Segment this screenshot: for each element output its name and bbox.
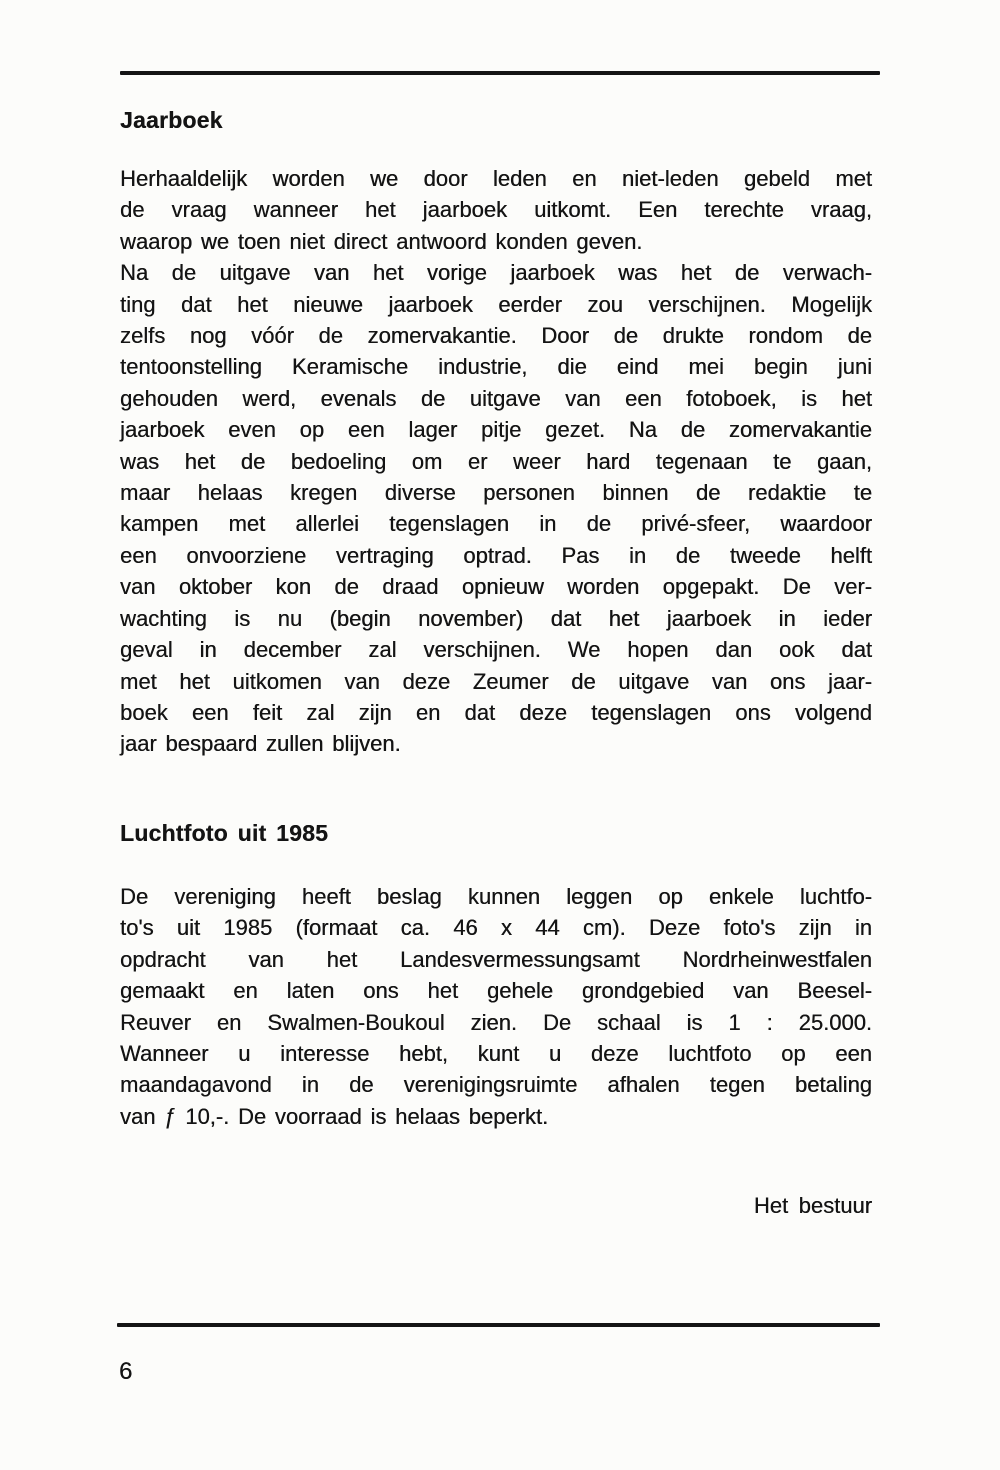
- text-line: wachting is nu (begin november) dat het jaarboek in ieder: [120, 605, 872, 631]
- section-heading-luchtfoto: Luchtfoto uit 1985: [120, 820, 329, 846]
- text-line: jaarboek even op een lager pitje gezet. Na de zomervakantie: [120, 417, 872, 443]
- text-line: zelfs nog vóór de zomervakantie. Door de drukte rondom de: [120, 323, 872, 349]
- text-line: opdracht van het Landesvermessungsamt Nordrheinwestfalen: [120, 946, 872, 972]
- text-line: De vereniging heeft beslag kunnen leggen op enkele luchtfo-: [120, 884, 872, 909]
- text-line: een onvoorziene vertraging optrad. Pas in de tweede helft: [120, 542, 872, 568]
- text-line: to's uit 1985 (formaat ca. 46 x 44 cm). Deze foto's zijn in: [120, 915, 872, 941]
- text-line: ting dat het nieuwe jaarboek eerder zou verschijnen. Mogelijk: [120, 291, 872, 317]
- text-line: van ƒ 10,-. De voorraad is helaas beperkt.: [120, 1103, 549, 1129]
- section-heading-jaarboek: Jaarboek: [120, 107, 223, 133]
- text-line: gemaakt en laten ons het gehele grondgebied van Beesel-: [120, 978, 872, 1004]
- top-rule-divider: [120, 71, 880, 75]
- text-line: Reuver en Swalmen-Boukoul zien. De schaal is 1 : 25.000.: [120, 1009, 872, 1035]
- text-line: Wanneer u interesse hebt, kunt u deze luchtfoto op een: [120, 1041, 872, 1067]
- paragraph-jaarboek: [120, 163, 872, 760]
- signature-het-bestuur: Het bestuur: [753, 1193, 872, 1218]
- paragraph-luchtfoto: [120, 881, 872, 1132]
- bottom-rule-divider: [117, 1323, 880, 1327]
- text-line: Herhaaldelijk worden we door leden en niet-leden gebeld met: [120, 166, 872, 191]
- page-number: 6: [119, 1358, 133, 1385]
- text-line: gehouden werd, evenals de uitgave van een fotoboek, is het: [120, 385, 872, 411]
- text-line: kampen met allerlei tegenslagen in de privé-sfeer, waardoor: [120, 511, 872, 537]
- text-line: maar helaas kregen diverse personen binnen de redaktie te: [120, 480, 872, 506]
- text-line: van oktober kon de draad opnieuw worden opgepakt. De ver-: [120, 574, 872, 600]
- text-line: was het de bedoeling om er weer hard tegenaan te gaan,: [120, 448, 872, 474]
- text-line: Na de uitgave van het vorige jaarboek was het de verwach-: [120, 260, 872, 286]
- text-line: boek een feit zal zijn en dat deze tegenslagen ons volgend: [120, 699, 872, 725]
- text-line: maandagavond in de verenigingsruimte afhalen tegen betaling: [120, 1072, 872, 1098]
- text-line: geval in december zal verschijnen. We hopen dan ook dat: [120, 637, 872, 663]
- text-line: de vraag wanneer het jaarboek uitkomt. Een terechte vraag,: [120, 197, 872, 223]
- text-line: waarop we toen niet direct antwoord konden geven.: [120, 228, 643, 254]
- text-line: tentoonstelling Keramische industrie, die eind mei begin juni: [120, 354, 872, 380]
- text-line: jaar bespaard zullen blijven.: [120, 731, 401, 757]
- text-line: met het uitkomen van deze Zeumer de uitgave van ons jaar-: [120, 668, 872, 694]
